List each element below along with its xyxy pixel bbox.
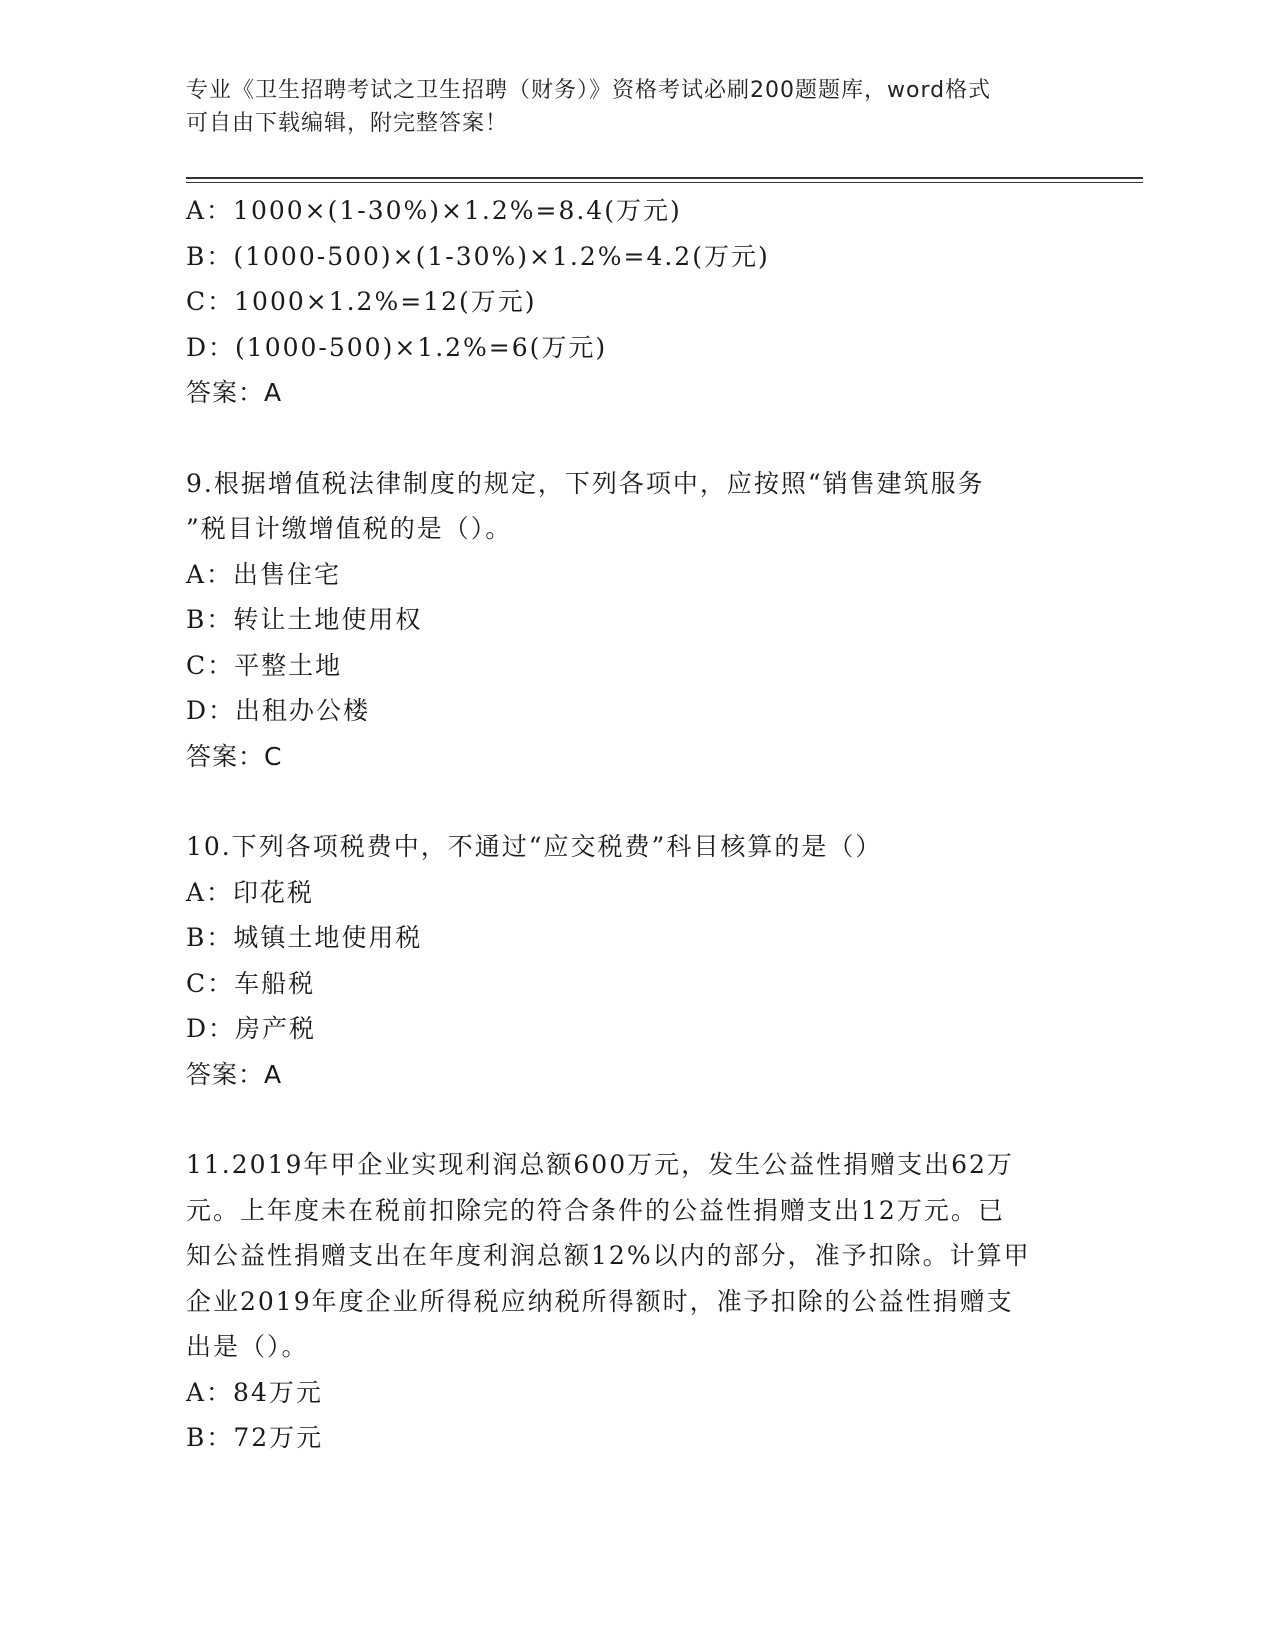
question-stem-line: 企业2019年度企业所得税应纳税所得额时，准予扣除的公益性捐赠支 bbox=[186, 1286, 1014, 1316]
question-stem-line: ”税目计缴增值税的是（）。 bbox=[186, 514, 513, 543]
header-divider bbox=[186, 177, 1143, 183]
question-11 bbox=[186, 1142, 1086, 1461]
option-c: C：1000×1.2%=12(万元) bbox=[186, 287, 537, 316]
answer-line: 答案：A bbox=[186, 378, 283, 407]
option-b: B：城镇土地使用税 bbox=[186, 923, 423, 952]
question-stem-line: 出是（）。 bbox=[186, 1332, 309, 1361]
option-a: A：印花税 bbox=[186, 877, 315, 907]
question-10 bbox=[186, 824, 1086, 1097]
option-b: B：72万元 bbox=[186, 1423, 324, 1452]
question-9 bbox=[186, 461, 1086, 780]
option-d: D：房产税 bbox=[186, 1014, 317, 1043]
header-line-1: 专业《卫生招聘考试之卫生招聘（财务）》资格考试必刷200题题库，word格式 bbox=[186, 78, 992, 103]
option-b: B：(1000-500)×(1-30%)×1.2%=4.2(万元) bbox=[186, 241, 770, 271]
option-a: A：84万元 bbox=[186, 1377, 323, 1407]
question-stem-line: 9.根据增值税法律制度的规定，下列各项中，应按照“销售建筑服务 bbox=[186, 468, 985, 498]
document-body bbox=[186, 188, 1086, 1461]
option-a: A：出售住宅 bbox=[186, 559, 342, 589]
document-header bbox=[186, 74, 1066, 140]
question-stem-line: 知公益性捐赠支出在年度利润总额12%以内的部分，准予扣除。计算甲 bbox=[186, 1241, 1031, 1270]
option-d: D：(1000-500)×1.2%=6(万元) bbox=[186, 332, 608, 362]
option-a: A：1000×(1-30%)×1.2%=8.4(万元) bbox=[186, 196, 682, 225]
answer-line: 答案：C bbox=[186, 741, 283, 771]
question-stem-line: 10.下列各项税费中，不通过“应交税费”科目核算的是（） bbox=[186, 832, 883, 861]
question-stem-line: 元。上年度未在税前扣除完的符合条件的公益性捐赠支出12万元。已 bbox=[186, 1195, 1005, 1225]
option-c: C：平整土地 bbox=[186, 650, 343, 680]
question-8 bbox=[186, 188, 1086, 416]
option-d: D：出租办公楼 bbox=[186, 696, 371, 725]
option-c: C：车船税 bbox=[186, 968, 316, 998]
question-stem-line: 11.2019年甲企业实现利润总额600万元，发生公益性捐赠支出62万 bbox=[186, 1150, 1014, 1179]
option-b: B：转让土地使用权 bbox=[186, 605, 423, 634]
answer-line: 答案：A bbox=[186, 1059, 283, 1089]
header-line-2: 可自由下载编辑，附完整答案！ bbox=[186, 111, 509, 136]
